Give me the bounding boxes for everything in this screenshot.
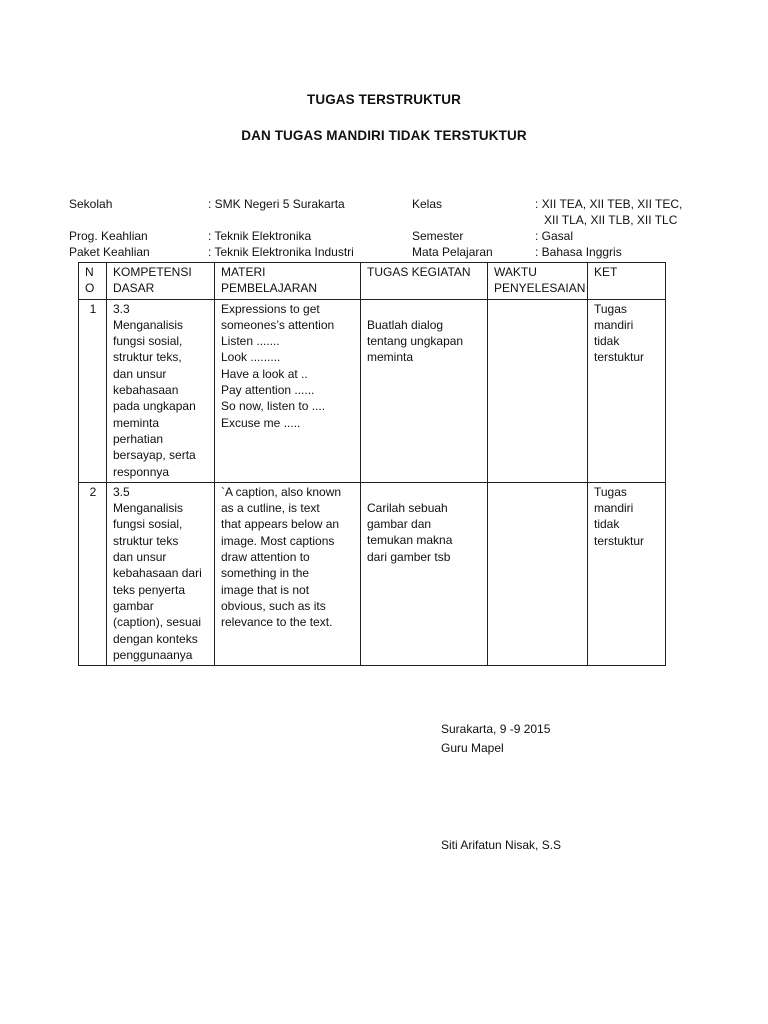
cell-no: 1: [79, 299, 107, 482]
task-table: [78, 262, 666, 666]
cell-materi: `A caption, also known as a cutline, is text that appears below an image. Most captions draw attention to something in the image that is not obvious, such as its relevance to the text.: [215, 482, 361, 665]
sekolah-value: : SMK Negeri 5 Surakarta: [208, 197, 345, 211]
sekolah-label: Sekolah: [69, 197, 113, 211]
document-subtitle: DAN TUGAS MANDIRI TIDAK TERSTUKTUR: [241, 128, 527, 143]
paket-label: Paket Keahlian: [69, 245, 150, 259]
cell-tugas: Carilah sebuah gambar dan temukan makna dari gamber tsb: [361, 482, 488, 665]
kelas-label: Kelas: [412, 197, 443, 211]
cell-waktu: [488, 482, 588, 665]
cell-ket: Tugas mandiri tidak terstuktur: [588, 299, 666, 482]
paket-value: : Teknik Elektronika Industri: [208, 245, 354, 259]
signature-name: Siti Arifatun Nisak, S.S: [441, 838, 562, 852]
cell-waktu: [488, 299, 588, 482]
cell-kompetensi-dasar: 3.5 Menganalisis fungsi sosial, struktur teks dan unsur kebahasaan dari teks penyerta gambar (caption), sesuai dengan konteks penggunaanya: [107, 482, 215, 665]
cell-ket: Tugas mandiri tidak terstuktur: [588, 482, 666, 665]
header-ket: KET: [588, 263, 666, 300]
header-tugas: TUGAS KEGIATAN: [361, 263, 488, 300]
header-no: N O: [79, 263, 107, 300]
cell-tugas: Buatlah dialog tentang ungkapan meminta: [361, 299, 488, 482]
table-row: [79, 482, 666, 665]
prog-value: : Teknik Elektronika: [208, 229, 312, 243]
semester-value: : Gasal: [535, 229, 574, 243]
cell-materi: Expressions to get someones’s attention Listen ....... Look ......... Have a look at .. Pay attention ...... So now, listen to .... Excuse me .....: [215, 299, 361, 482]
header-kompetensi-dasar: KOMPETENSI DASAR: [107, 263, 215, 300]
semester-label: Semester: [412, 229, 464, 243]
cell-no: 2: [79, 482, 107, 665]
table-row: [79, 299, 666, 482]
kelas-value-cont: XII TLA, XII TLB, XII TLC: [544, 213, 678, 227]
kelas-value: : XII TEA, XII TEB, XII TEC,: [535, 197, 683, 211]
header-waktu: WAKTU PENYELESAIAN: [488, 263, 588, 300]
signature-place-date: Surakarta, 9 -9 2015: [441, 722, 551, 736]
prog-label: Prog. Keahlian: [69, 229, 148, 243]
mapel-label: Mata Pelajaran: [412, 245, 493, 259]
signature-role: Guru Mapel: [441, 741, 504, 755]
document-title: TUGAS TERSTRUKTUR: [307, 92, 461, 107]
table-header-row: [79, 263, 666, 300]
mapel-value: : Bahasa Inggris: [535, 245, 622, 259]
header-materi: MATERI PEMBELAJARAN: [215, 263, 361, 300]
cell-kompetensi-dasar: 3.3 Menganalisis fungsi sosial, struktur teks, dan unsur kebahasaan pada ungkapan meminta perhatian bersayap, serta responnya: [107, 299, 215, 482]
